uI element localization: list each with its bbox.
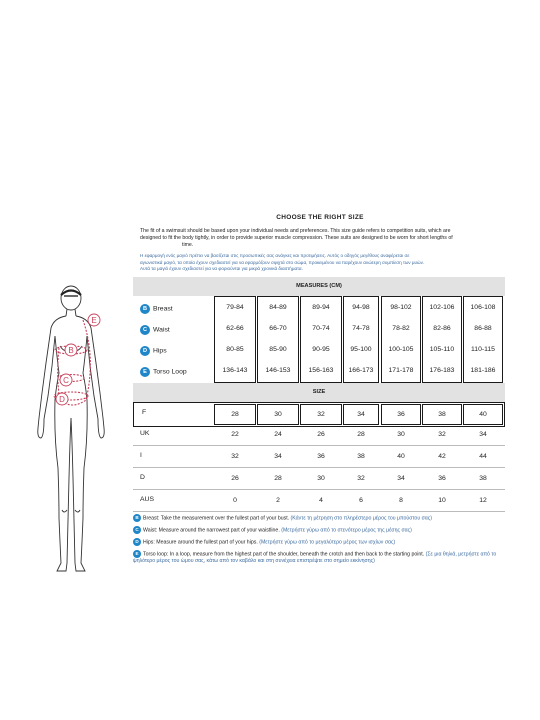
- size-cell: 36: [438, 475, 446, 482]
- legend-item-torso-loop: [133, 550, 508, 565]
- size-box: [257, 404, 299, 425]
- intro-line: αγωνιστικά μαγιό, τα οποία έχουν σχεδιαστεί για να εφαρμόζουν σφιχτά στο σώμα, προκειμένου να παρέχουν ανώτερη συμπίεση των μυών.: [140, 259, 425, 265]
- size-box: [300, 404, 342, 425]
- size-cell: 42: [438, 453, 446, 460]
- measure-cell: 181-186: [470, 367, 496, 374]
- measure-cell: 106-108: [470, 304, 496, 311]
- letter-badge: B: [140, 304, 150, 314]
- size-cell: 32: [231, 453, 239, 460]
- measure-cell: 100-105: [388, 346, 414, 353]
- legend-text: Torso loop: In a loop, measure from the highest part of the shoulder, beneath the crotch and then back to the starting point.: [143, 551, 425, 558]
- size-cell: 30: [274, 411, 282, 418]
- size-label: I: [140, 452, 142, 459]
- size-cell: 32: [317, 411, 325, 418]
- letter-badge: D: [133, 538, 141, 546]
- measure-cell: 110-115: [471, 346, 495, 353]
- measure-label: [140, 367, 187, 377]
- measure-cell: 105-110: [429, 346, 455, 353]
- size-cell: 36: [397, 411, 405, 418]
- size-cell: 32: [357, 475, 365, 482]
- measure-name: Hips: [153, 347, 167, 355]
- letter-badge: D: [140, 346, 150, 356]
- size-cell: 4: [319, 497, 323, 504]
- size-box: [214, 404, 256, 425]
- measure-cell: 176-183: [429, 367, 455, 374]
- measure-cell: 62-66: [226, 325, 244, 332]
- legend-text-greek: (Κάντε τη μέτρηση στο πληρέστερο μέρος του μπούστου σας): [290, 515, 433, 522]
- measure-cell: 80-85: [226, 346, 244, 353]
- size-cell: 10: [438, 497, 446, 504]
- measure-cell: 166-173: [348, 367, 374, 374]
- intro-line: The fit of a swimsuit should be based upon your individual needs and preferences. This size guide refers to competition suits, which are: [140, 228, 451, 234]
- measure-cell: 95-100: [350, 346, 372, 353]
- letter-badge: C: [133, 526, 141, 534]
- measure-label: [140, 346, 167, 356]
- size-cell: 44: [479, 453, 487, 460]
- size-cell: 36: [317, 453, 325, 460]
- size-cell: 6: [359, 497, 363, 504]
- size-cell: 32: [438, 431, 446, 438]
- letter-badge: B: [133, 514, 141, 522]
- measure-cell: 78-82: [392, 325, 410, 332]
- size-cell: 26: [317, 431, 325, 438]
- size-cell: 28: [274, 475, 282, 482]
- figure-label-e: E: [91, 316, 97, 325]
- legend-text: Hips: Measure around the fullest part of your hips.: [143, 539, 258, 546]
- size-cell: 28: [357, 431, 365, 438]
- size-cell: 0: [233, 497, 237, 504]
- size-cell: 40: [479, 411, 487, 418]
- size-row: [133, 468, 505, 490]
- size-cell: 26: [231, 475, 239, 482]
- measure-label: [140, 325, 170, 335]
- measures-header: MEASURES (CM): [133, 277, 505, 296]
- measure-cell: 84-89: [269, 304, 287, 311]
- measure-row: [133, 341, 505, 363]
- size-cell: 30: [397, 431, 405, 438]
- measure-label: [140, 304, 173, 314]
- measure-name: Breast: [153, 305, 173, 313]
- measure-cell: 90-95: [312, 346, 330, 353]
- size-cell: 38: [479, 475, 487, 482]
- size-cell: 2: [276, 497, 280, 504]
- size-cell: 34: [274, 453, 282, 460]
- measure-cell: 146-153: [265, 367, 291, 374]
- size-label: F: [142, 409, 147, 416]
- measure-cell: 94-98: [352, 304, 370, 311]
- letter-badge: E: [140, 367, 150, 377]
- size-cell: 34: [479, 431, 487, 438]
- size-row: [133, 490, 505, 512]
- figure-label-b: B: [68, 346, 74, 355]
- intro-line: Αυτά τα μαγιό έχουν σχεδιαστεί για να φοριούνται για μικρά χρονικά διαστήματα.: [140, 266, 303, 272]
- size-row: [133, 424, 505, 446]
- size-label: AUS: [140, 496, 154, 503]
- legend-text-greek: (Μετρήστε γύρω από το στενότερο μέρος της μέσης σας): [281, 527, 412, 534]
- size-cell: 8: [399, 497, 403, 504]
- legend-item-hips: [133, 538, 513, 546]
- measure-cell: 66-70: [269, 325, 287, 332]
- measure-name: Waist: [153, 326, 170, 334]
- measure-cell: 74-78: [352, 325, 370, 332]
- size-cell: 30: [317, 475, 325, 482]
- size-box: [463, 404, 503, 425]
- size-cell: 38: [438, 411, 446, 418]
- letter-badge: E: [133, 550, 141, 558]
- measure-row: [133, 320, 505, 342]
- measure-cell: 86-88: [474, 325, 492, 332]
- measure-name: Torso Loop: [153, 368, 187, 376]
- legend-text-greek: (Μετρήστε γύρω από το μεγαλύτερο μέρος των ισχίων σας): [259, 539, 396, 546]
- legend-item-breast: [133, 514, 513, 522]
- size-label: UK: [140, 430, 150, 437]
- legend-text: Breast: Take the measurement over the fullest part of your bust.: [143, 515, 290, 522]
- measure-cell: 79-84: [226, 304, 244, 311]
- intro-greek: [140, 253, 508, 273]
- size-row: [133, 446, 505, 468]
- legend-text-greek: (Σε μια θηλιά, μετρήστε από το ψηλότερο μέρος του ώμου σας, κάτω από τον καβάλο και στη συνέχεια επιστρέψτε στο σημείο εκκίνησης): [133, 551, 497, 564]
- size-cell: 22: [231, 431, 239, 438]
- size-cell: 40: [397, 453, 405, 460]
- size-cell: 34: [397, 475, 405, 482]
- intro-english: [140, 228, 508, 250]
- figure-label-d: D: [59, 395, 65, 404]
- size-cell: 38: [357, 453, 365, 460]
- measure-row: [133, 299, 505, 321]
- figure-label-c: C: [63, 376, 69, 385]
- measure-row: [133, 362, 505, 384]
- size-label: D: [140, 474, 145, 481]
- measure-cell: 156-163: [308, 367, 334, 374]
- measure-cell: 102-106: [429, 304, 455, 311]
- intro-line: Η εφαρμογή ενός μαγιό πρέπει να βασίζεται στις προσωπικές σας ανάγκες και προτιμήσεις. Αυτός ο οδηγός μεγέθους αναφέρεται σε: [140, 253, 410, 258]
- size-cell: 28: [231, 411, 239, 418]
- legend-item-waist: [133, 526, 513, 534]
- measure-cell: 82-86: [433, 325, 451, 332]
- legend-text: Waist: Measure around the narrowest part of your waistline.: [143, 527, 280, 534]
- size-cell: 12: [479, 497, 487, 504]
- size-header: SIZE: [133, 383, 505, 402]
- size-box: [381, 404, 421, 425]
- measure-cell: 171-178: [388, 367, 414, 374]
- measure-cell: 136-143: [222, 367, 248, 374]
- size-box: [343, 404, 379, 425]
- page-title: CHOOSE THE RIGHT SIZE: [276, 214, 364, 221]
- measure-cell: 89-94: [312, 304, 330, 311]
- measure-cell: 70-74: [312, 325, 330, 332]
- body-figure: [26, 278, 116, 578]
- letter-badge: C: [140, 325, 150, 335]
- measure-cell: 98-102: [390, 304, 412, 311]
- intro-line: designed to fit the body tightly, in order to provide superior muscle compression. These suits are designed to be worn for short lengths of: [140, 235, 453, 242]
- intro-line: time.: [182, 242, 194, 249]
- size-cell: 34: [357, 411, 365, 418]
- size-box: [422, 404, 462, 425]
- size-cell: 24: [274, 431, 282, 438]
- measure-cell: 85-90: [269, 346, 287, 353]
